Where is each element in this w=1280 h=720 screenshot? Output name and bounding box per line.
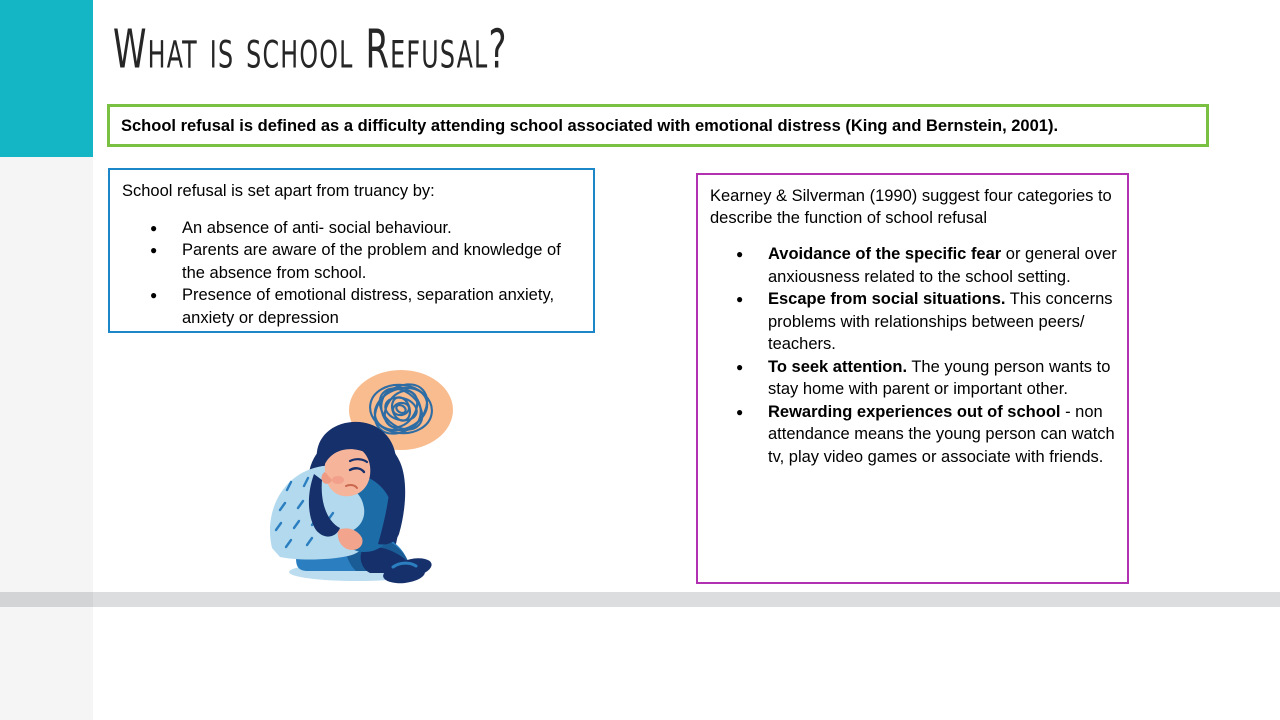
list-item — [708, 356, 1119, 401]
list-item — [708, 288, 1119, 356]
sad-person-illustration — [252, 362, 464, 584]
slide-footer-band — [0, 592, 1280, 607]
list-item — [708, 243, 1119, 288]
categories-bullet-list — [708, 243, 1119, 468]
teal-accent-block — [0, 0, 93, 157]
truancy-distinction-box — [108, 168, 595, 333]
list-item-detail: The young person wants to stay home with parent or important other. — [768, 357, 1111, 398]
list-item — [708, 401, 1119, 469]
list-item-detail: or general over anxiousness related to the school setting. — [768, 245, 1117, 286]
list-item: ● An absence of anti- social behaviour. — [120, 217, 583, 240]
list-item: ● Presence of emotional distress, separation anxiety, anxiety or depression — [120, 284, 583, 329]
list-item-term: Rewarding experiences out of school — [768, 402, 1061, 421]
kearney-silverman-categories-box — [696, 173, 1129, 584]
spacer — [708, 229, 1119, 243]
list-item-term: Avoidance of the specific fear — [768, 245, 1002, 263]
truancy-lead-text: School refusal is set apart from truancy by: — [122, 182, 435, 200]
page-title: What is school Refusal? — [113, 19, 508, 82]
definition-callout-box — [107, 104, 1209, 147]
slide-footer-band-left — [0, 592, 93, 607]
list-item-detail: This concerns problems with relationships between peers/ teachers. — [768, 290, 1113, 353]
categories-lead-text: Kearney & Silverman (1990) suggest four categories to describe the function of school refusal — [710, 187, 1112, 227]
list-item-detail: - non attendance means the young person can watch tv, play video games or associate with friends. — [768, 402, 1115, 466]
blush — [332, 476, 344, 484]
list-item-term: To seek attention. — [768, 357, 908, 376]
truancy-bullet-list — [120, 217, 583, 330]
list-item: ● Parents are aware of the problem and knowledge of the absence from school. — [120, 239, 583, 284]
spacer — [120, 203, 583, 217]
definition-text: School refusal is defined as a difficulty attending school associated with emotional distress (King and Bernstein, 2001). — [121, 116, 1059, 135]
list-item-term: Escape from social situations. — [768, 290, 1006, 308]
